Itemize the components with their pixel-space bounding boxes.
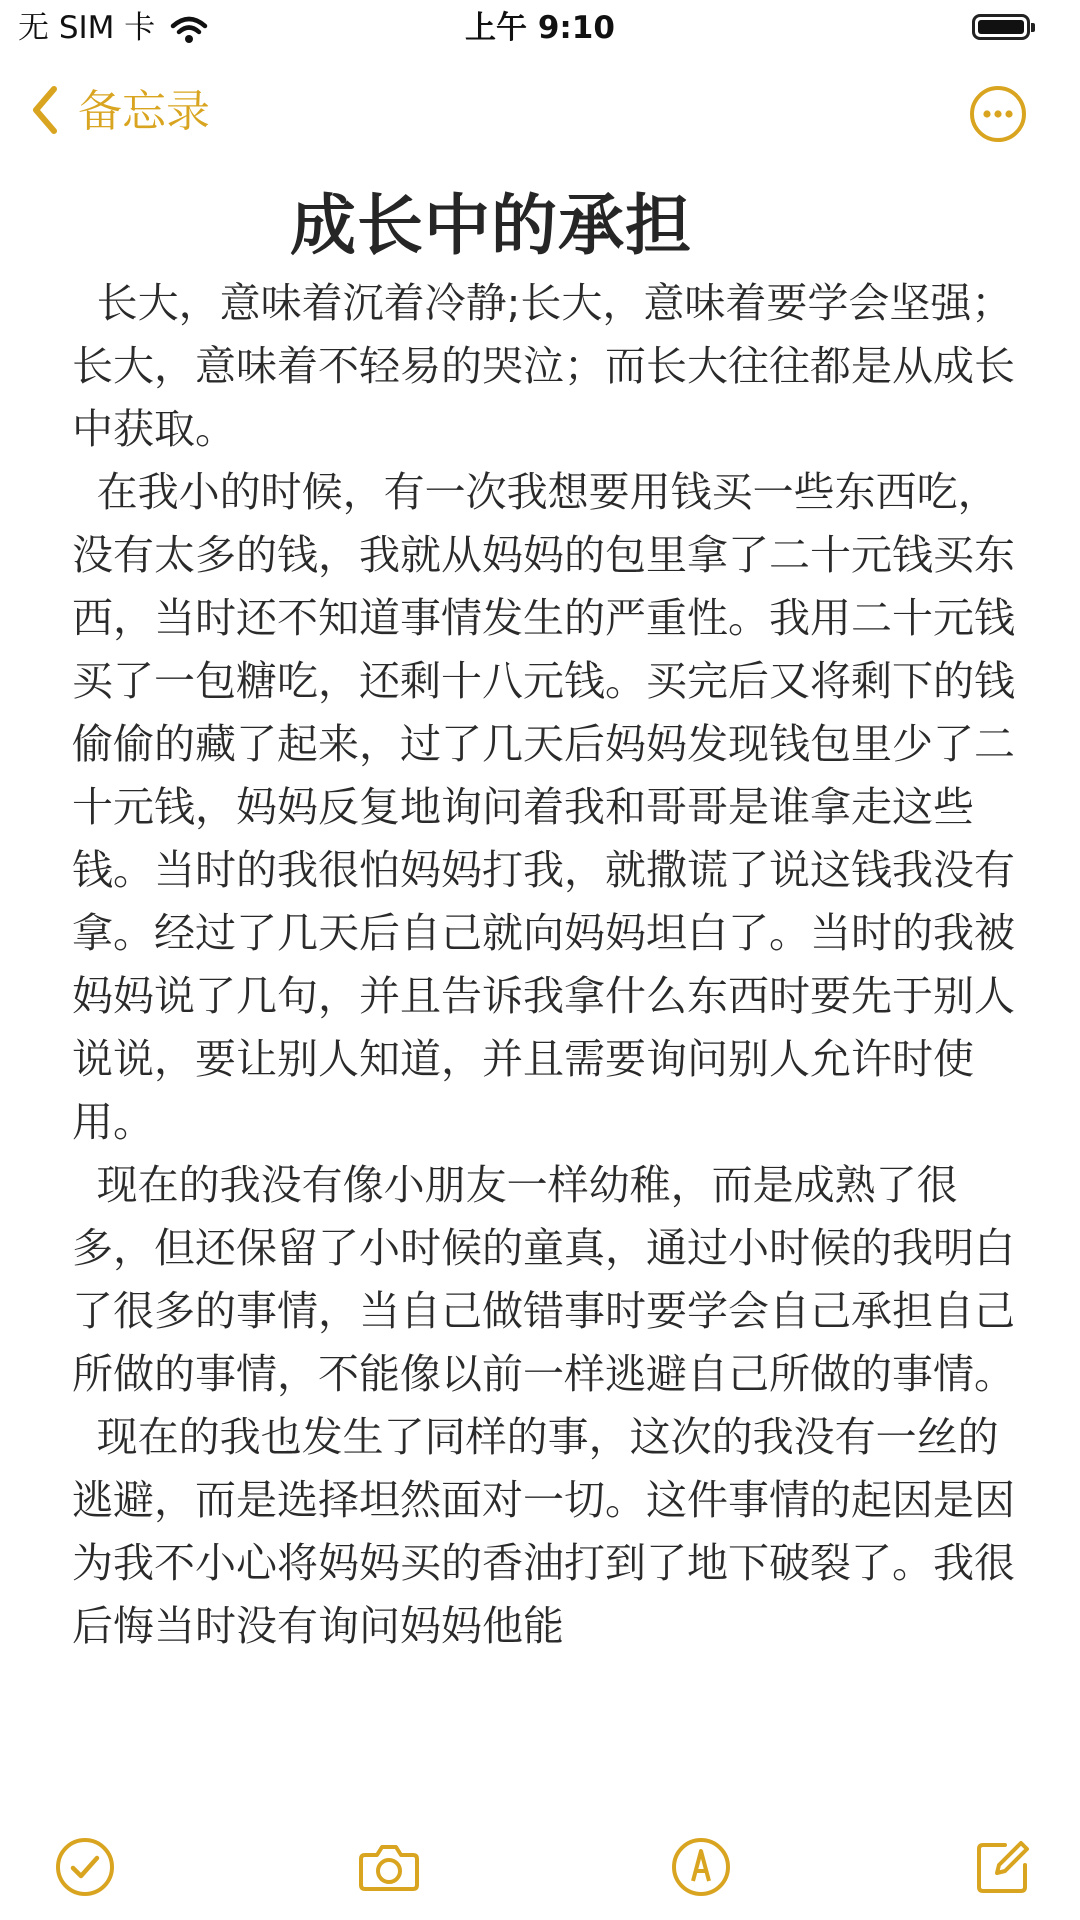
battery-full-icon bbox=[972, 14, 1030, 40]
note-paragraph: 长大，意味着沉着冷静;长大，意味着要学会坚强；长大，意味着不轻易的哭泣；而长大往往都是从成长中获取。 bbox=[72, 279, 1015, 453]
camera-icon bbox=[357, 1835, 421, 1903]
note-paragraph: 现在的我也发生了同样的事，这次的我没有一丝的逃避，而是选择坦然面对一切。这件事情的起因是因为我不小心将妈妈买的香油打到了地下破裂了。我很后悔当时没有询问妈妈他能 bbox=[72, 1413, 1015, 1650]
back-label: 备忘录 bbox=[78, 86, 210, 137]
note-paragraph: 在我小的时候，有一次我想要用钱买一些东西吃，没有太多的钱，我就从妈妈的包里拿了二十元钱买东西，当时还不知道事情发生的严重性。我用二十元钱买了一包糖吃，还剩十八元钱。买完后又将剩下的钱偷偷的藏了起来，过了几天后妈妈发现钱包里少了二十元钱，妈妈反复地询问着我和哥哥是谁拿走这些钱。当时的我很怕妈妈打我，就撒谎了说这钱我没有拿。经过了几天后自己就向妈妈坦白了。当时的我被妈妈说了几句，并且告诉我拿什么东西时要先于别人说说，要让别人知道，并且需要询问别人允许时使用。 bbox=[72, 468, 1015, 1146]
chevron-left-icon bbox=[28, 83, 62, 141]
checklist-icon bbox=[53, 1835, 117, 1903]
note-paragraph: 现在的我没有像小朋友一样幼稚，而是成熟了很多，但还保留了小时候的童真，通过小时候的我明白了很多的事情，当自己做错事时要学会自己承担自己所做的事情，不能像以前一样逃避自己所做的事情。 bbox=[72, 1161, 1015, 1398]
status-time: 上午 9:10 bbox=[465, 10, 615, 46]
more-options-button[interactable] bbox=[968, 84, 1028, 144]
markup-pen-icon bbox=[669, 1835, 733, 1903]
ellipsis-circle-icon bbox=[968, 129, 1028, 148]
carrier-label: 无 SIM 卡 bbox=[18, 10, 156, 46]
note-body bbox=[72, 272, 1022, 1658]
bottom-toolbar bbox=[0, 1830, 1080, 1910]
back-button[interactable] bbox=[28, 78, 210, 146]
compose-icon bbox=[971, 1835, 1035, 1903]
camera-button[interactable] bbox=[354, 1834, 424, 1904]
status-bar bbox=[0, 0, 1080, 56]
note-title: 成长中的承担 bbox=[290, 187, 692, 264]
note-editor[interactable] bbox=[72, 180, 1022, 1658]
compose-button[interactable] bbox=[968, 1834, 1038, 1904]
nav-bar bbox=[0, 72, 1080, 152]
checklist-button[interactable] bbox=[50, 1834, 120, 1904]
markup-button[interactable] bbox=[666, 1834, 736, 1904]
